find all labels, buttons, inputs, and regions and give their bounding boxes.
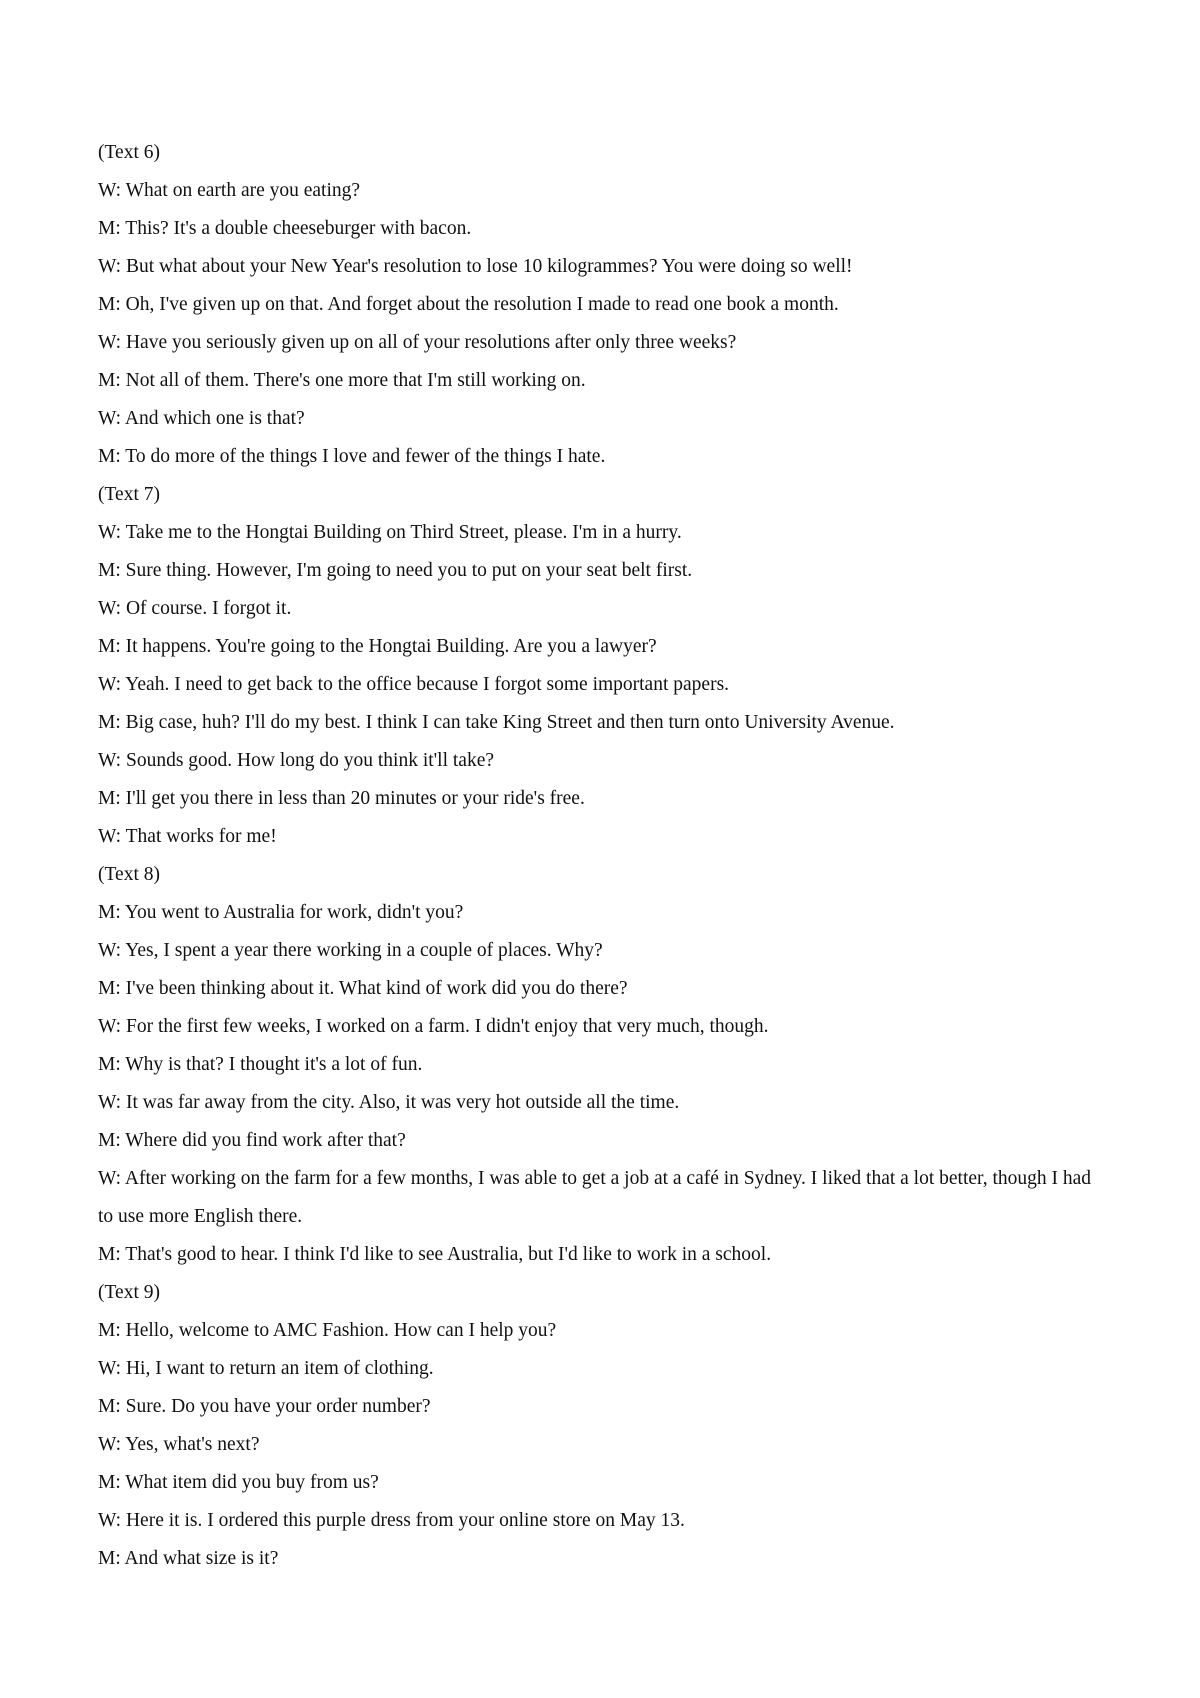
dialogue-line: W: Hi, I want to return an item of clothing.: [98, 1358, 434, 1379]
dialogue-line: M: Sure. Do you have your order number?: [98, 1396, 431, 1417]
dialogue-line: M: Not all of them. There's one more that I'm still working on.: [98, 370, 586, 391]
dialogue-line: M: That's good to hear. I think I'd like to see Australia, but I'd like to work in a school.: [98, 1244, 772, 1265]
dialogue-line: W: Yes, what's next?: [98, 1434, 260, 1455]
dialogue-line: M: Where did you find work after that?: [98, 1130, 406, 1151]
dialogue-line: M: You went to Australia for work, didn't you?: [98, 902, 464, 923]
dialogue-line: M: What item did you buy from us?: [98, 1472, 379, 1493]
dialogue-line: W: And which one is that?: [98, 408, 305, 429]
dialogue-line: W: But what about your New Year's resolution to lose 10 kilogrammes? You were doing so well!: [98, 256, 853, 277]
dialogue-line-wrapped: W: After working on the farm for a few months, I was able to get a job at a café in Sydney. I liked that a lot better, though I had to use more English there.: [98, 1168, 1092, 1227]
dialogue-line: M: Why is that? I thought it's a lot of fun.: [98, 1054, 423, 1075]
dialogue-line: W: Of course. I forgot it.: [98, 598, 292, 619]
dialogue-line: M: Big case, huh? I'll do my best. I think I can take King Street and then turn onto University Avenue.: [98, 712, 895, 733]
dialogue-line: W: That works for me!: [98, 826, 277, 847]
dialogue-line: M: It happens. You're going to the Hongtai Building. Are you a lawyer?: [98, 636, 657, 657]
section-heading-text-9: (Text 9): [98, 1282, 160, 1303]
dialogue-line: M: I've been thinking about it. What kind of work did you do there?: [98, 978, 628, 999]
dialogue-line: M: Sure thing. However, I'm going to need you to put on your seat belt first.: [98, 560, 693, 581]
dialogue-line: M: I'll get you there in less than 20 minutes or your ride's free.: [98, 788, 585, 809]
section-heading-text-6: (Text 6): [98, 142, 160, 163]
dialogue-line: W: Yes, I spent a year there working in a couple of places. Why?: [98, 940, 603, 961]
section-heading-text-7: (Text 7): [98, 484, 160, 505]
section-heading-text-8: (Text 8): [98, 864, 160, 885]
dialogue-line: M: And what size is it?: [98, 1548, 279, 1569]
dialogue-line: W: Have you seriously given up on all of your resolutions after only three weeks?: [98, 332, 737, 353]
dialogue-line: W: What on earth are you eating?: [98, 180, 361, 201]
transcript-body: [98, 134, 1108, 1578]
dialogue-line: W: For the first few weeks, I worked on a farm. I didn't enjoy that very much, though.: [98, 1016, 769, 1037]
dialogue-line: M: To do more of the things I love and fewer of the things I hate.: [98, 446, 606, 467]
dialogue-line: M: Oh, I've given up on that. And forget about the resolution I made to read one book a month.: [98, 294, 839, 315]
dialogue-line: W: Take me to the Hongtai Building on Third Street, please. I'm in a hurry.: [98, 522, 682, 543]
dialogue-line: M: This? It's a double cheeseburger with bacon.: [98, 218, 472, 239]
dialogue-line: W: Here it is. I ordered this purple dress from your online store on May 13.: [98, 1510, 685, 1531]
dialogue-line: W: Sounds good. How long do you think it'll take?: [98, 750, 495, 771]
dialogue-line: M: Hello, welcome to AMC Fashion. How can I help you?: [98, 1320, 557, 1341]
dialogue-line: W: Yeah. I need to get back to the office because I forgot some important papers.: [98, 674, 730, 695]
dialogue-line: W: It was far away from the city. Also, it was very hot outside all the time.: [98, 1092, 680, 1113]
